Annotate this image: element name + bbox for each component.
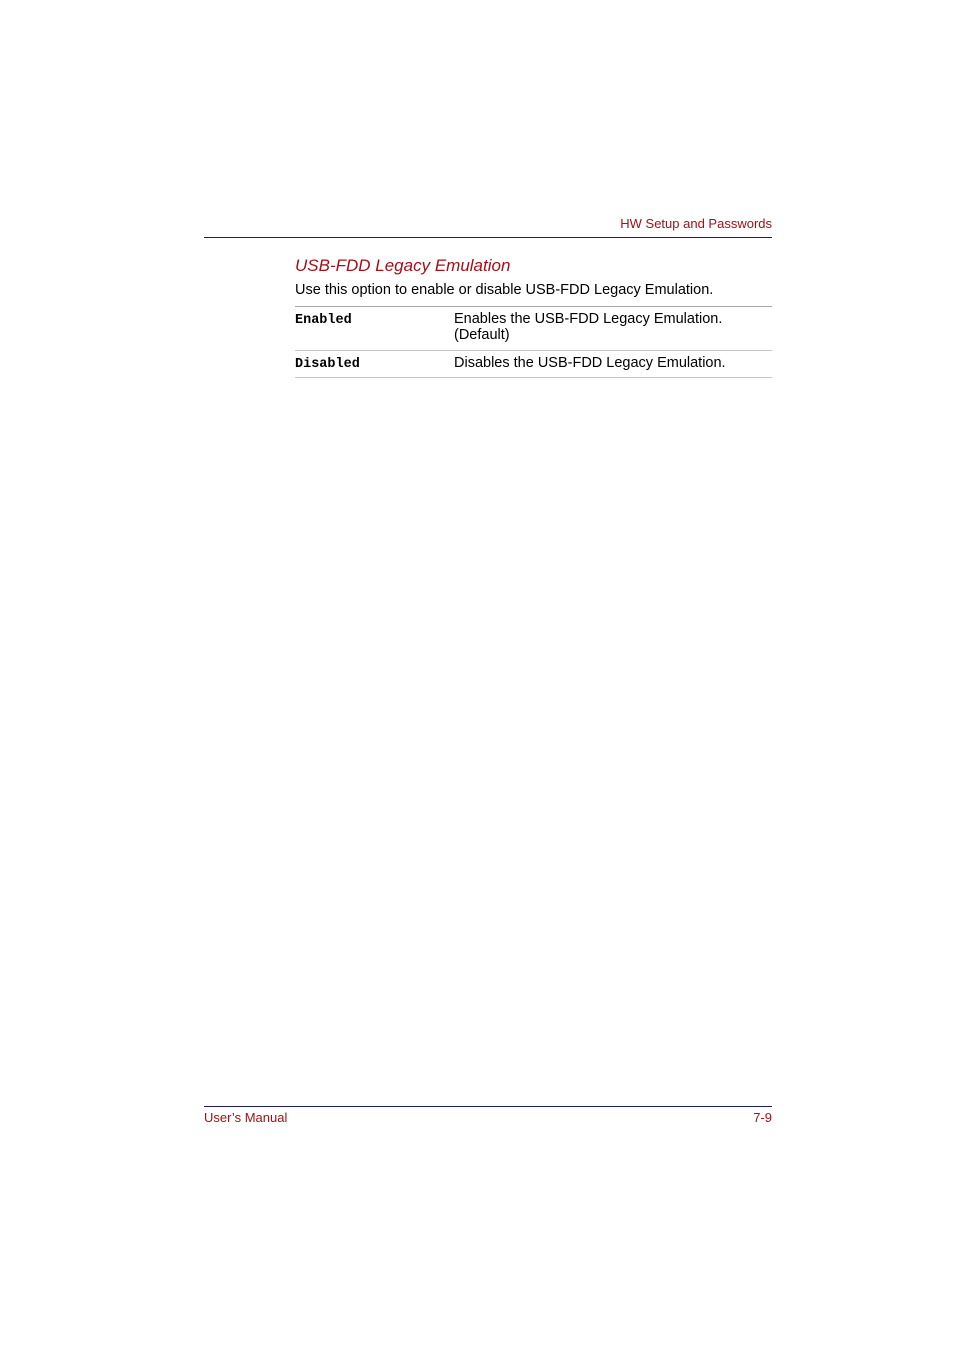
options-table: [295, 306, 772, 378]
option-description: [454, 311, 772, 350]
option-description: [454, 355, 772, 377]
section-title: USB-FDD Legacy Emulation: [295, 256, 511, 275]
footer-manual-title: User’s Manual: [204, 1110, 288, 1125]
table-row: [295, 351, 772, 378]
option-description-line: (Default): [454, 327, 510, 343]
section-intro: Use this option to enable or disable USB-FDD Legacy Emulation.: [295, 282, 714, 298]
option-description-line: Disables the USB-FDD Legacy Emulation.: [454, 355, 726, 371]
table-row: [295, 307, 772, 351]
option-name: Disabled: [295, 357, 360, 372]
running-header-title: HW Setup and Passwords: [620, 216, 772, 231]
footer-divider: [204, 1106, 772, 1107]
option-name: Enabled: [295, 313, 352, 328]
header-divider: [204, 237, 772, 238]
option-description-line: Enables the USB-FDD Legacy Emulation.: [454, 311, 723, 327]
page-number: 7-9: [753, 1110, 772, 1125]
